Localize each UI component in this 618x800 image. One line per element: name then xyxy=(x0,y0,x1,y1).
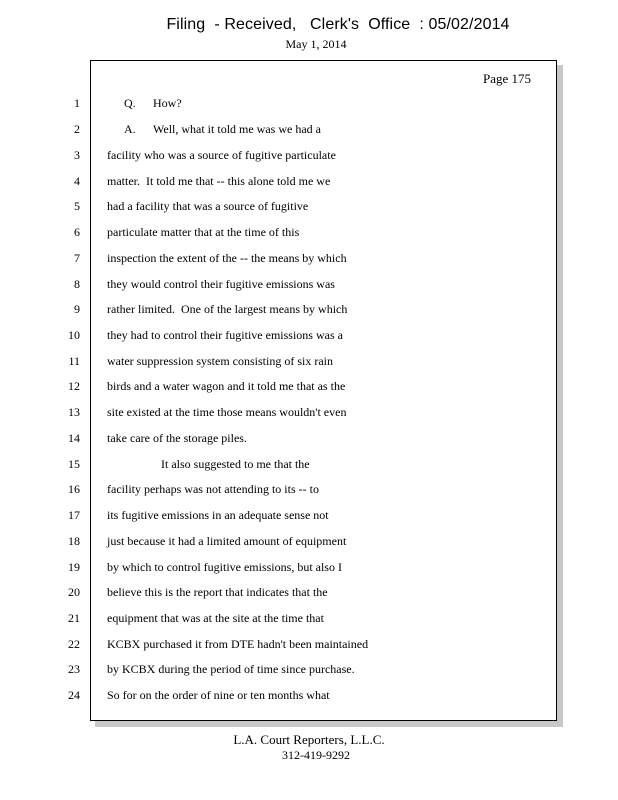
line-number: 19 xyxy=(68,560,80,574)
line-text: particulate matter that at the time of this xyxy=(107,225,300,239)
line-number: 16 xyxy=(68,482,80,496)
line-number: 10 xyxy=(68,328,80,342)
line-number: 18 xyxy=(68,534,80,548)
line-text: KCBX purchased it from DTE hadn't been maintained xyxy=(107,637,369,651)
line-number: 15 xyxy=(68,457,80,471)
line-text: birds and a water wagon and it told me that as the xyxy=(107,379,346,393)
line-text: they would control their fugitive emissions was xyxy=(107,277,335,291)
line-number: 17 xyxy=(68,508,80,522)
line-text: inspection the extent of the -- the means by which xyxy=(107,251,347,265)
page-number: Page 175 xyxy=(483,71,532,86)
line-number: 22 xyxy=(68,637,80,651)
speaker-label: Q. xyxy=(124,96,136,110)
line-number: 23 xyxy=(68,662,80,676)
line-number: 3 xyxy=(74,148,80,162)
line-number: 21 xyxy=(68,611,80,625)
line-text: equipment that was at the site at the time that xyxy=(107,611,324,625)
transcript-line xyxy=(124,96,182,111)
line-text: rather limited. One of the largest means by which xyxy=(107,302,348,316)
line-text: It also suggested to me that the xyxy=(161,457,310,471)
line-number: 9 xyxy=(74,302,80,316)
line-text: just because it had a limited amount of equipment xyxy=(107,534,347,548)
line-number: 8 xyxy=(74,277,80,291)
line-number: 5 xyxy=(74,199,80,213)
line-text: take care of the storage piles. xyxy=(107,431,247,445)
line-text: water suppression system consisting of six rain xyxy=(107,354,333,368)
line-text: by which to control fugitive emissions, but also I xyxy=(107,560,342,574)
line-number: 14 xyxy=(68,431,80,445)
line-number: 12 xyxy=(68,379,80,393)
line-number: 24 xyxy=(68,688,80,702)
line-text: had a facility that was a source of fugitive xyxy=(107,199,309,213)
line-text: How? xyxy=(153,96,182,110)
line-number: 11 xyxy=(68,354,80,368)
line-text: site existed at the time those means wouldn't even xyxy=(107,405,347,419)
line-number: 4 xyxy=(74,174,80,188)
line-number: 13 xyxy=(68,405,80,419)
line-text: its fugitive emissions in an adequate sense not xyxy=(107,508,329,522)
reporter-company: L.A. Court Reporters, L.L.C. xyxy=(233,732,385,747)
line-number: 7 xyxy=(74,251,80,265)
line-text: matter. It told me that -- this alone told me we xyxy=(107,174,331,188)
line-text: Well, what it told me was we had a xyxy=(153,122,321,136)
line-text: they had to control their fugitive emissions was a xyxy=(107,328,343,342)
line-text: facility who was a source of fugitive particulate xyxy=(107,148,336,162)
transcript-line xyxy=(124,122,321,137)
filing-stamp: Filing - Received, Clerk's Office : 05/02/2014 xyxy=(166,16,510,33)
line-text: believe this is the report that indicates that the xyxy=(107,585,328,599)
reporter-phone: 312-419-9292 xyxy=(282,748,350,762)
line-number: 1 xyxy=(74,96,80,110)
line-text: So for on the order of nine or ten months what xyxy=(107,688,330,702)
line-text: facility perhaps was not attending to its -- to xyxy=(107,482,319,496)
line-number: 6 xyxy=(74,225,80,239)
transcript-date: May 1, 2014 xyxy=(285,37,347,51)
line-number: 20 xyxy=(68,585,80,599)
line-number: 2 xyxy=(74,122,80,136)
line-text: by KCBX during the period of time since purchase. xyxy=(107,662,355,676)
speaker-label: A. xyxy=(124,122,136,136)
